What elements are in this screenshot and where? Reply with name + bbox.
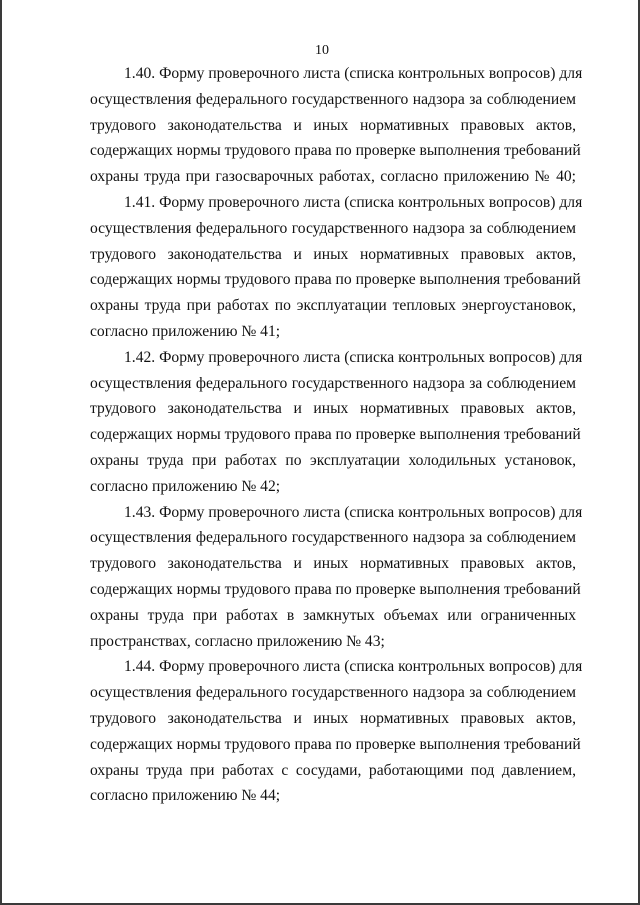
paragraph-line: трудового законодательства и иных нормативных правовых актов, — [90, 555, 576, 573]
paragraph-line: содержащих нормы трудового права по проверке выполнения требований — [90, 426, 581, 444]
paragraph-line: содержащих нормы трудового права по проверке выполнения требований — [90, 142, 581, 160]
paragraph-line: осуществления федерального государственного надзора за соблюдением — [90, 374, 576, 392]
paragraph-1-44 — [90, 654, 583, 809]
paragraph-line: охраны труда при работах в замкнутых объемах или ограниченных — [90, 606, 576, 624]
paragraph-line: трудового законодательства и иных нормативных правовых актов, — [90, 245, 576, 263]
paragraph-line: осуществления федерального государственного надзора за соблюдением — [90, 684, 576, 702]
paragraph-line: осуществления федерального государственного надзора за соблюдением — [90, 219, 576, 237]
paragraph-line: пространствах, согласно приложению № 43; — [90, 632, 385, 650]
paragraph-line: 1.44. Форму проверочного листа (списка контрольных вопросов) для — [124, 658, 583, 676]
paragraph-1-42 — [90, 345, 583, 500]
paragraph-line: охраны труда при работах по эксплуатации холодильных установок, — [90, 451, 576, 469]
paragraph-line: трудового законодательства и иных нормативных правовых актов, — [90, 400, 576, 418]
page-number: 10 — [315, 43, 329, 58]
paragraph-line: 1.41. Форму проверочного листа (списка контрольных вопросов) для — [124, 193, 583, 211]
paragraph-line: содержащих нормы трудового права по проверке выполнения требований — [90, 271, 581, 289]
paragraph-line: охраны труда при работах с сосудами, работающими под давлением, — [90, 761, 576, 779]
paragraph-line: согласно приложению № 41; — [90, 322, 281, 340]
paragraph-line: содержащих нормы трудового права по проверке выполнения требований — [90, 735, 581, 753]
paragraph-line: осуществления федерального государственного надзора за соблюдением — [90, 529, 576, 547]
paragraph-line: осуществления федерального государственного надзора за соблюдением — [90, 90, 576, 108]
paragraph-1-41 — [90, 190, 583, 345]
paragraph-line: трудового законодательства и иных нормативных правовых актов, — [90, 116, 576, 134]
document-body — [90, 61, 583, 809]
paragraph-line: 1.42. Форму проверочного листа (списка контрольных вопросов) для — [124, 348, 583, 366]
paragraph-line: трудового законодательства и иных нормативных правовых актов, — [90, 709, 576, 727]
paragraph-line: охраны труда при работах по эксплуатации тепловых энергоустановок, — [90, 297, 576, 315]
paragraph-1-43 — [90, 500, 583, 655]
paragraph-line: согласно приложению № 44; — [90, 787, 281, 805]
paragraph-line: 1.43. Форму проверочного листа (списка контрольных вопросов) для — [124, 503, 583, 521]
paragraph-line: содержащих нормы трудового права по проверке выполнения требований — [90, 580, 581, 598]
paragraph-line: согласно приложению № 42; — [90, 477, 281, 495]
paragraph-line: охраны труда при газосварочных работах, согласно приложению № 40; — [90, 168, 576, 186]
paragraph-1-40 — [90, 61, 583, 190]
paragraph-line: 1.40. Форму проверочного листа (списка контрольных вопросов) для — [124, 65, 583, 82]
